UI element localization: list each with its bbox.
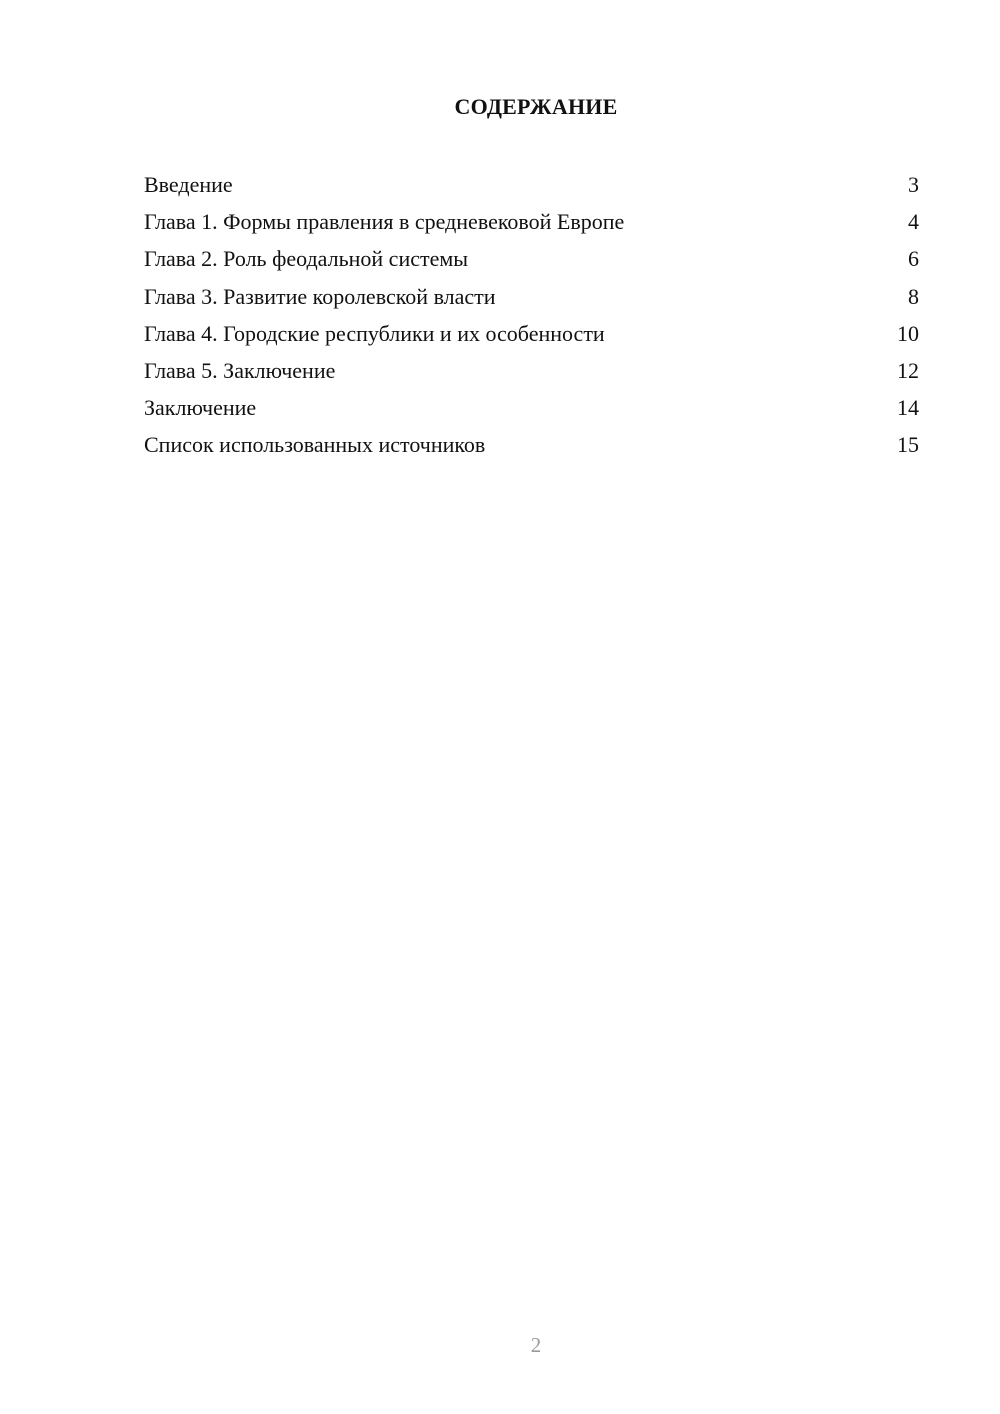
- page-title: СОДЕРЖАНИЕ: [454, 94, 618, 119]
- toc-entry-title: Глава 5. Заключение: [144, 357, 336, 383]
- toc-entry-title: Глава 3. Развитие королевской власти: [144, 283, 496, 309]
- page-number: 2: [530, 1333, 542, 1357]
- toc-entry-introduction: [144, 166, 919, 203]
- toc-entry-conclusion: [144, 389, 919, 426]
- toc-entry-page: 10: [897, 320, 919, 346]
- toc-entry-page: 14: [897, 395, 919, 421]
- toc-entry-page: 8: [908, 283, 919, 309]
- toc-entry-page: 6: [908, 246, 919, 272]
- toc-entry-chapter-4: [144, 315, 919, 352]
- table-of-contents: [144, 166, 919, 464]
- toc-entry-page: 12: [897, 357, 919, 383]
- toc-entry-title: Глава 4. Городские республики и их особенности: [144, 320, 605, 346]
- toc-entry-page: 3: [908, 172, 919, 197]
- toc-entry-title: Заключение: [144, 395, 257, 421]
- toc-entry-page: 4: [908, 209, 919, 235]
- toc-entry-title: Глава 1. Формы правления в средневековой Европе: [144, 209, 625, 235]
- toc-entry-page: 15: [897, 432, 919, 458]
- toc-entry-title: Глава 2. Роль феодальной системы: [144, 246, 469, 272]
- toc-entry-chapter-5: [144, 352, 919, 389]
- toc-entry-references: [144, 426, 919, 463]
- toc-entry-chapter-1: [144, 203, 919, 240]
- toc-entry-title: Список использованных источников: [144, 432, 486, 458]
- toc-entry-chapter-3: [144, 278, 919, 315]
- toc-entry-title: Введение: [144, 172, 233, 197]
- toc-entry-chapter-2: [144, 240, 919, 277]
